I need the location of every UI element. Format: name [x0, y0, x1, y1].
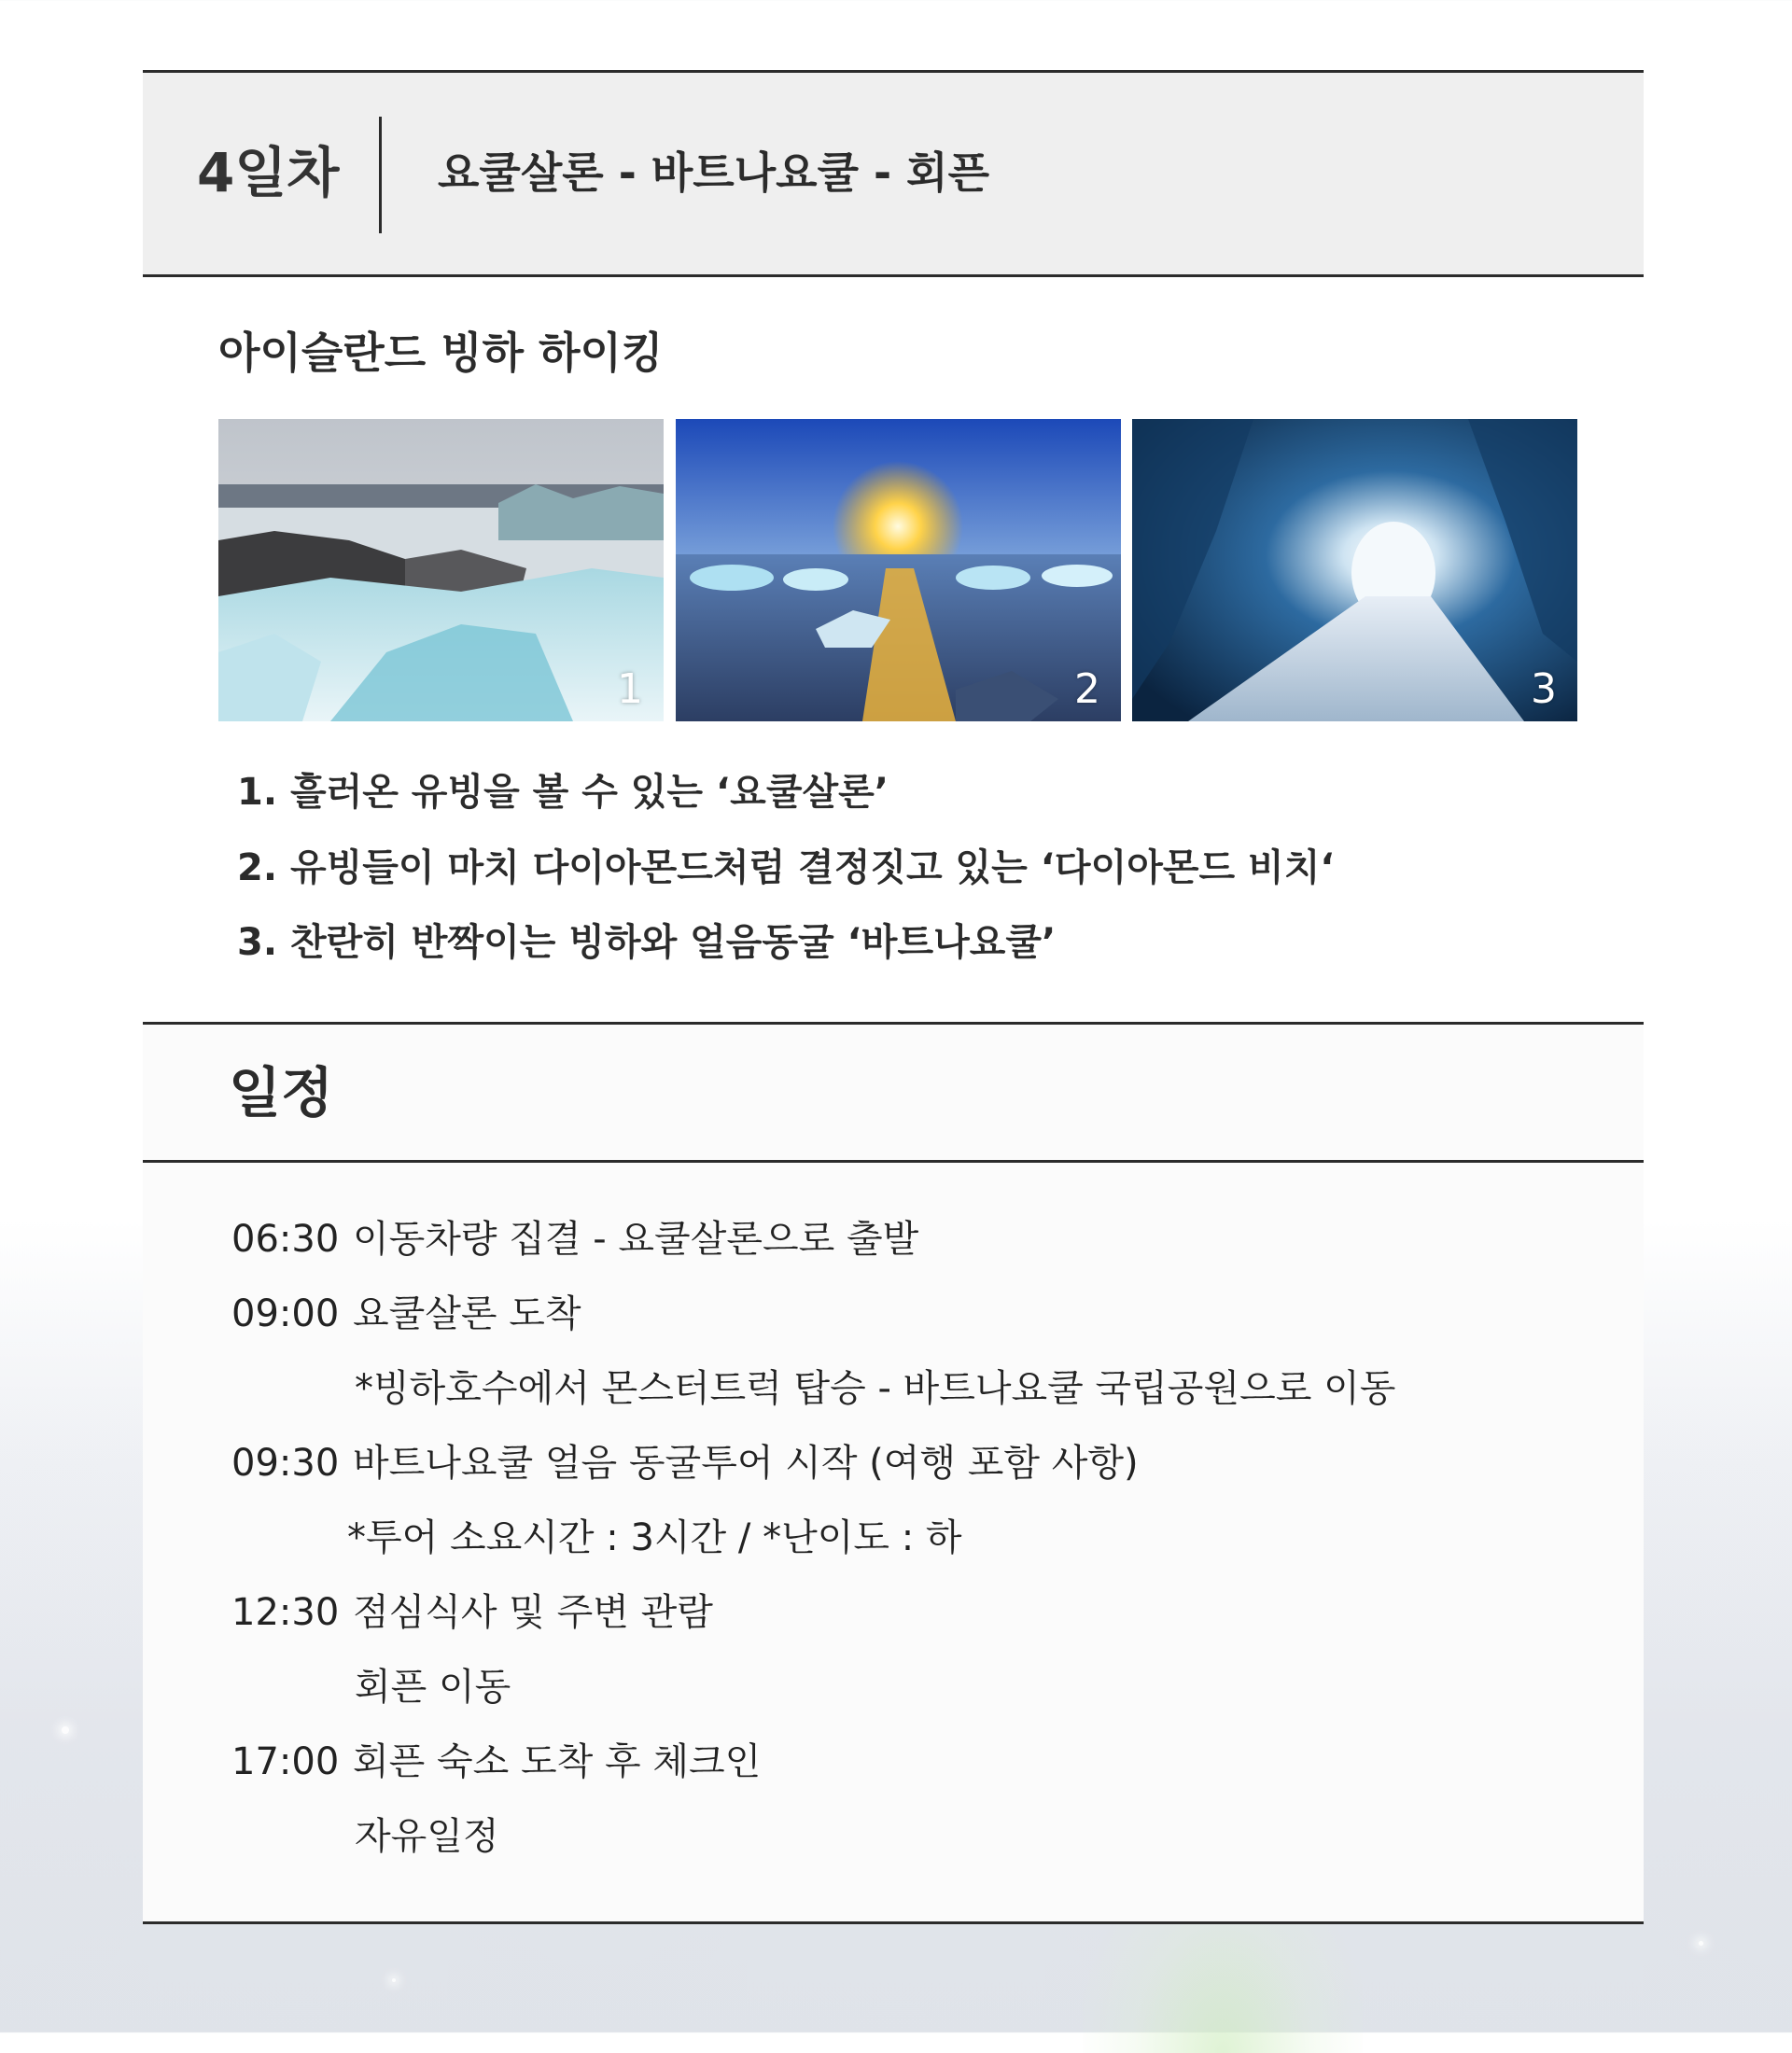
photo-number: 2 — [1074, 665, 1100, 713]
schedule-row — [231, 1218, 919, 1261]
schedule-text: 자유일정 — [355, 1815, 499, 1858]
schedule-row — [231, 1740, 762, 1783]
day-label: 4일차 — [197, 141, 340, 204]
schedule-note — [355, 1666, 511, 1709]
day-route: 요쿨살론 - 바트나요쿨 - 회픈 — [438, 147, 990, 198]
schedule-row — [231, 1442, 1139, 1485]
photo-number: 3 — [1531, 665, 1557, 713]
schedule-text: 요쿨살론 도착 — [353, 1292, 581, 1335]
schedule-time: 06:30 — [231, 1218, 340, 1261]
schedule-note — [355, 1815, 499, 1858]
schedule-note — [355, 1367, 1396, 1410]
attraction-description: 1. 흘러온 유빙을 볼 수 있는 ‘요쿨살론’ — [237, 771, 889, 814]
schedule-time: 09:30 — [231, 1442, 340, 1485]
attraction-description: 2. 유빙들이 마치 다이아몬드처럼 결정짓고 있는 ‘다이아몬드 비치‘ — [237, 846, 1335, 889]
sparkle-decoration — [392, 1978, 396, 1982]
schedule-note — [347, 1516, 962, 1559]
ice-cave-photo — [1132, 419, 1577, 721]
sparkle-decoration — [62, 1726, 69, 1734]
day-divider — [379, 117, 382, 233]
schedule-time: 12:30 — [231, 1591, 340, 1634]
schedule-divider — [143, 1160, 1644, 1163]
schedule-text: 회픈 이동 — [355, 1666, 511, 1709]
schedule-title: 일정 — [229, 1061, 334, 1124]
photo-number: 1 — [617, 665, 643, 713]
diamond-beach-sunset-photo — [676, 419, 1121, 721]
sparkle-decoration — [1699, 1941, 1703, 1946]
schedule-text: 회픈 숙소 도착 후 체크인 — [353, 1740, 762, 1783]
schedule-time: 09:00 — [231, 1292, 340, 1335]
attraction-title: 아이슬란드 빙하 하이킹 — [218, 328, 664, 378]
schedule-row — [231, 1292, 581, 1335]
schedule-row — [231, 1591, 713, 1634]
schedule-text: *빙하호수에서 몬스터트럭 탑승 - 바트나요쿨 국립공원으로 이동 — [355, 1367, 1396, 1410]
schedule-text: *투어 소요시간 : 3시간 / *난이도 : 하 — [347, 1516, 962, 1559]
attraction-description: 3. 찬란히 반짝이는 빙하와 얼음동굴 ‘바트나요쿨’ — [237, 921, 1057, 964]
schedule-text: 점심식사 및 주변 관람 — [353, 1591, 713, 1634]
glacier-lagoon-photo — [218, 419, 664, 721]
day-header — [143, 70, 1644, 277]
schedule-time: 17:00 — [231, 1740, 340, 1783]
schedule-text: 이동차량 집결 - 요쿨살론으로 출발 — [353, 1218, 919, 1261]
schedule-text: 바트나요쿨 얼음 동굴투어 시작 (여행 포함 사항) — [353, 1442, 1139, 1485]
